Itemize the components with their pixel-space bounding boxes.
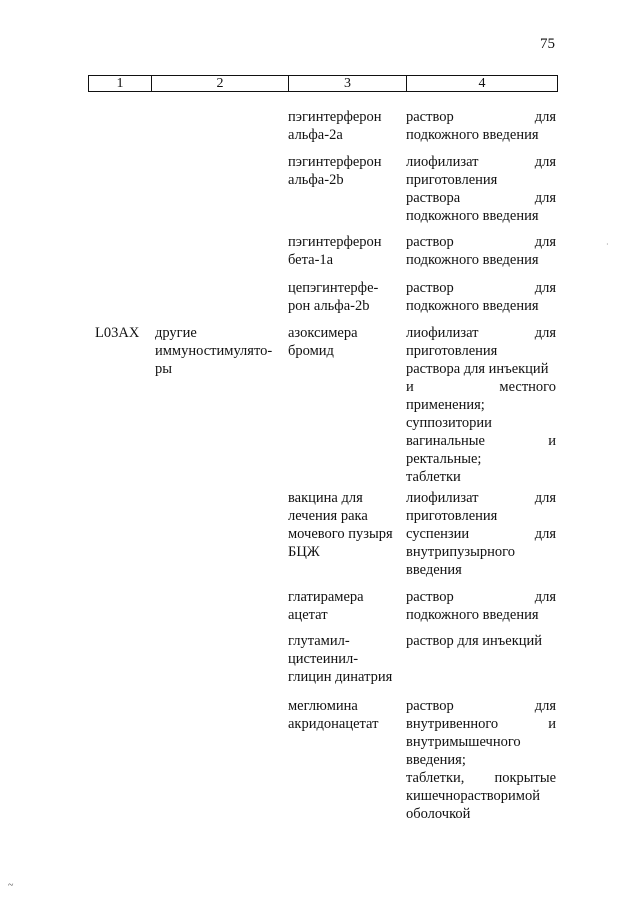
dosage-form-line — [406, 396, 556, 414]
dosage-form-line — [406, 606, 556, 624]
drug-name-line: альфа-2b — [288, 172, 344, 188]
drug-name — [288, 153, 402, 189]
dosage-form-line — [406, 126, 556, 144]
dosage-form-line — [406, 715, 556, 733]
dosage-form-line — [406, 697, 556, 715]
dosage-form-word: для — [534, 589, 556, 605]
dosage-form-line — [406, 525, 556, 543]
group-name-line: иммуностимулято- — [155, 343, 273, 359]
dosage-form-line — [406, 733, 556, 751]
header-cell-2: 2 — [151, 76, 288, 91]
dosage-form-word: ректальные; — [406, 451, 482, 467]
drug-name — [288, 697, 402, 733]
drug-name — [288, 588, 402, 624]
dosage-form-line — [406, 450, 556, 468]
dosage-form-word: для — [534, 698, 556, 714]
dosage-form — [406, 233, 556, 269]
dosage-form-word: местного — [499, 379, 556, 395]
dosage-form-word: подкожного введения — [406, 298, 539, 314]
dosage-form-word: раствор для инъекций — [406, 633, 543, 649]
atc-code: L03AX — [95, 325, 140, 341]
drug-name-line: бета-1a — [288, 252, 334, 268]
dosage-form-line — [406, 468, 556, 486]
dosage-form-word: и — [548, 433, 556, 449]
dosage-form-word: внутривенного — [406, 716, 499, 732]
dosage-form — [406, 279, 556, 315]
header-cell-4: 4 — [406, 76, 557, 91]
dosage-form-word: суспензии — [406, 526, 470, 542]
dosage-form-word: лиофилизат — [406, 490, 479, 506]
dosage-form-line — [406, 324, 556, 342]
dosage-form-line — [406, 378, 556, 396]
dosage-form-line — [406, 251, 556, 269]
dosage-form — [406, 489, 556, 579]
dosage-form — [406, 153, 556, 225]
dosage-form-word: раствора — [406, 190, 461, 206]
dosage-form-line — [406, 769, 556, 787]
dosage-form-line — [406, 588, 556, 606]
dosage-form-word: для — [534, 154, 556, 170]
dosage-form-word: раствора для инъекций — [406, 361, 549, 377]
table-header — [88, 75, 558, 92]
header-cell-1: 1 — [116, 76, 124, 91]
dosage-form-word: подкожного введения — [406, 208, 539, 224]
dosage-form-line — [406, 561, 556, 579]
dosage-form-word: и — [548, 716, 556, 732]
group-name — [155, 324, 280, 378]
drug-name-line: меглюмина — [288, 698, 358, 714]
dosage-form — [406, 108, 556, 144]
dosage-form-word: раствор — [406, 698, 454, 714]
dosage-form-word: подкожного введения — [406, 607, 539, 623]
dosage-form-word: внутримышечного — [406, 734, 521, 750]
dosage-form-word: для — [534, 190, 556, 206]
dosage-form-word: лиофилизат — [406, 154, 479, 170]
dosage-form-word: подкожного введения — [406, 252, 539, 268]
dosage-form-word: приготовления — [406, 508, 498, 524]
dosage-form-line — [406, 432, 556, 450]
drug-name-line: мочевого пузыря — [288, 526, 393, 542]
footer-mark: ~ — [8, 880, 14, 891]
header-cell-3: 3 — [288, 76, 406, 91]
drug-name-line: вакцина для — [288, 490, 363, 506]
dot-mark: · — [606, 240, 609, 249]
dosage-form-word: для — [534, 109, 556, 125]
dosage-form-word: лиофилизат — [406, 325, 479, 341]
dosage-form-word: приготовления — [406, 343, 498, 359]
drug-name-line: цистеинил- — [288, 651, 359, 667]
dosage-form-word: раствор — [406, 109, 454, 125]
dosage-form-line — [406, 108, 556, 126]
dosage-form-word: таблетки, — [406, 770, 465, 786]
dosage-form-word: раствор — [406, 234, 454, 250]
dosage-form-line — [406, 414, 556, 432]
dosage-form-word: подкожного введения — [406, 127, 539, 143]
drug-name — [288, 324, 402, 360]
drug-name-line: лечения рака — [288, 508, 368, 524]
dosage-form-line — [406, 805, 556, 823]
dosage-form-word: суппозитории — [406, 415, 492, 431]
dosage-form-line — [406, 207, 556, 225]
drug-name-line: азоксимера — [288, 325, 358, 341]
drug-name-line: рон альфа-2b — [288, 298, 370, 314]
dosage-form-word: внутрипузырного — [406, 544, 515, 560]
dosage-form-line — [406, 632, 556, 650]
drug-name-line: ацетат — [288, 607, 328, 623]
dosage-form-word: раствор — [406, 589, 454, 605]
drug-name-line: альфа-2a — [288, 127, 343, 143]
drug-name-line: цепэгинтерфе- — [288, 280, 379, 296]
dosage-form-line — [406, 279, 556, 297]
dosage-form-line — [406, 360, 556, 378]
dosage-form-word: для — [534, 325, 556, 341]
drug-name — [288, 279, 402, 315]
dosage-form-line — [406, 787, 556, 805]
dosage-form-line — [406, 507, 556, 525]
drug-name — [288, 632, 402, 686]
dosage-form-word: оболочкой — [406, 806, 471, 822]
dosage-form — [406, 588, 556, 624]
dosage-form-line — [406, 171, 556, 189]
drug-name-line: пэгинтерферон — [288, 154, 382, 170]
dosage-form-word: раствор — [406, 280, 454, 296]
dosage-form-word: вагинальные — [406, 433, 485, 449]
drug-name — [288, 233, 402, 269]
dosage-form-word: применения; — [406, 397, 485, 413]
dosage-form-word: для — [534, 490, 556, 506]
drug-name-line: БЦЖ — [288, 544, 320, 560]
dosage-form — [406, 697, 556, 823]
dosage-form-line — [406, 233, 556, 251]
page-number: 75 — [540, 36, 555, 52]
drug-name — [288, 108, 402, 144]
dosage-form-word: и — [406, 379, 414, 395]
dosage-form-word: для — [534, 280, 556, 296]
drug-name — [288, 489, 402, 561]
dosage-form-line — [406, 543, 556, 561]
dosage-form-word: для — [534, 526, 556, 542]
dosage-form-word: для — [534, 234, 556, 250]
dosage-form-word: введения — [406, 562, 462, 578]
dosage-form — [406, 324, 556, 486]
group-name-line: другие — [155, 325, 197, 341]
drug-name-line: акридонацетат — [288, 716, 379, 732]
drug-name-line: глицин динатрия — [288, 669, 393, 685]
drug-name-line: глатирамера — [288, 589, 364, 605]
group-name-line: ры — [155, 361, 172, 377]
dosage-form-line — [406, 342, 556, 360]
dosage-form-word: покрытые — [494, 770, 556, 786]
dosage-form-line — [406, 189, 556, 207]
dosage-form-word: кишечнорастворимой — [406, 788, 540, 804]
drug-name-line: бромид — [288, 343, 334, 359]
drug-name-line: пэгинтерферон — [288, 234, 382, 250]
dosage-form-word: таблетки — [406, 469, 461, 485]
dosage-form-line — [406, 751, 556, 769]
dosage-form-line — [406, 153, 556, 171]
dosage-form-word: введения; — [406, 752, 466, 768]
dosage-form-word: приготовления — [406, 172, 498, 188]
dosage-form — [406, 632, 556, 650]
dosage-form-line — [406, 489, 556, 507]
drug-name-line: глутамил- — [288, 633, 350, 649]
dosage-form-line — [406, 297, 556, 315]
drug-name-line: пэгинтерферон — [288, 109, 382, 125]
